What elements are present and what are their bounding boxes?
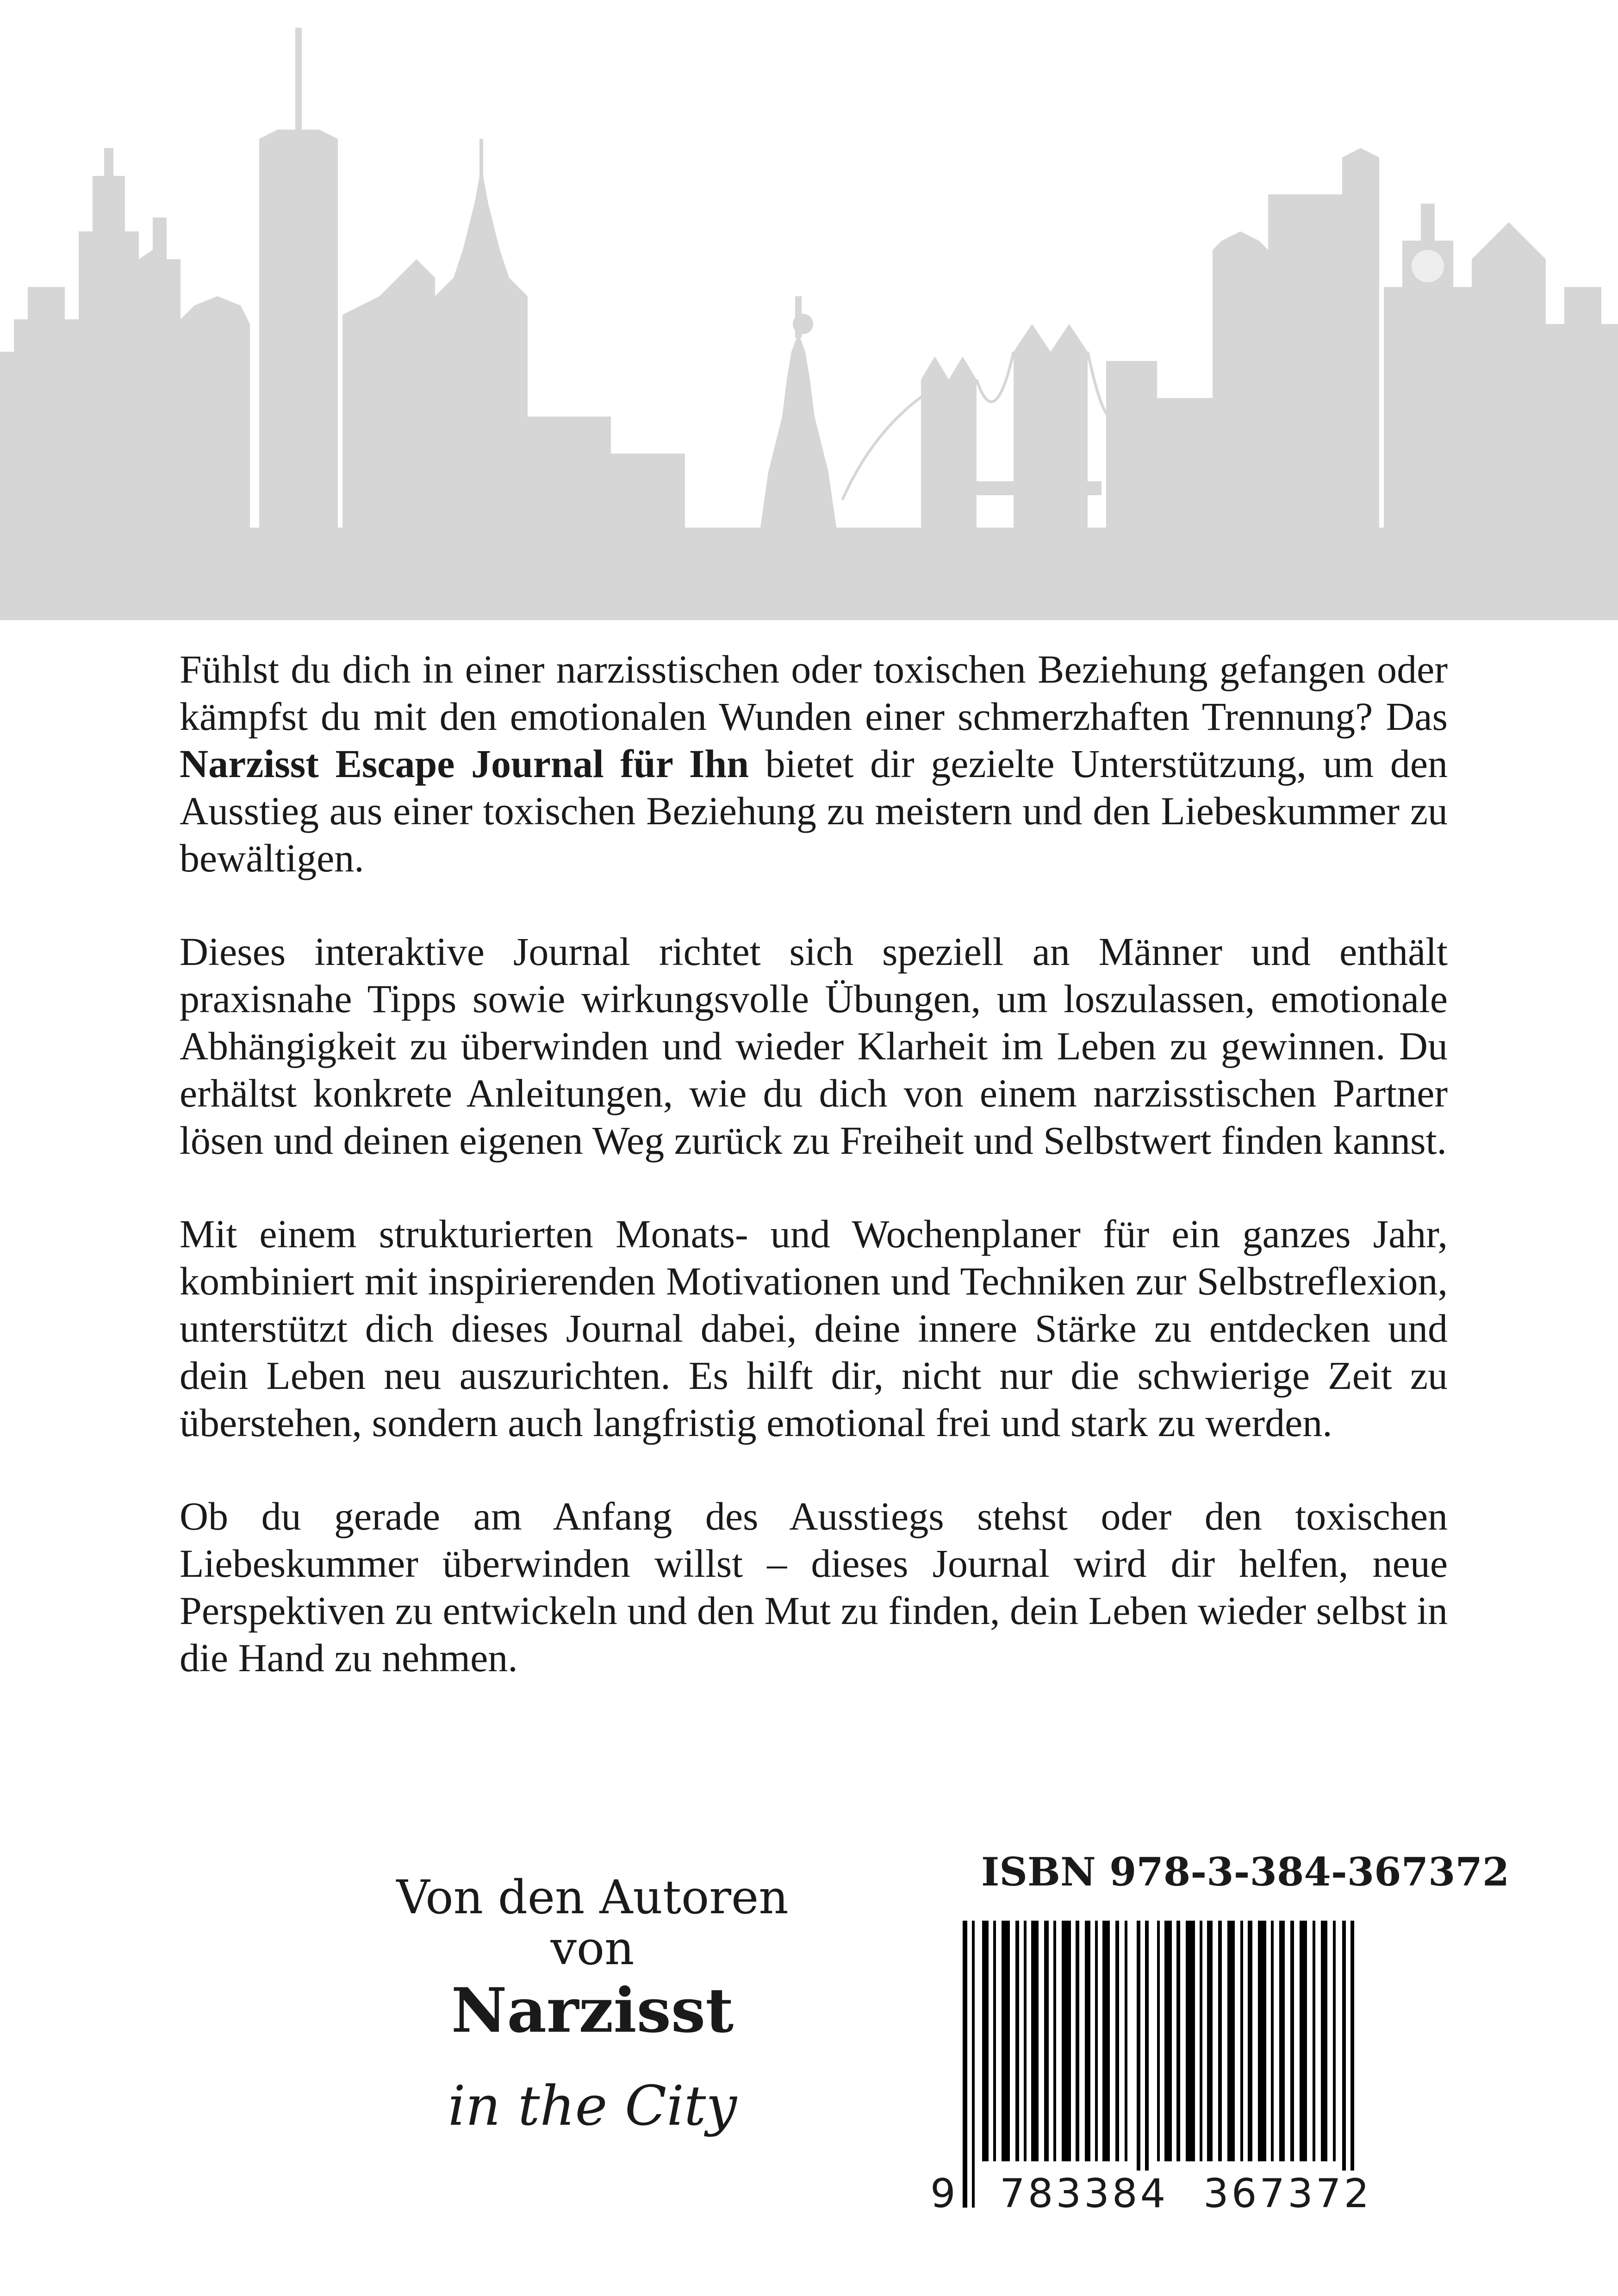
authors-line-2: von [550, 1921, 635, 1975]
authors-note [352, 1870, 833, 2152]
isbn-label: ISBN 978-3-384-367372 [981, 1849, 1510, 1895]
blurb-text [180, 646, 1448, 1728]
blurb-paragraph-1 [180, 646, 1448, 882]
authors-brand-name: Narzisst [451, 1975, 734, 2047]
blurb-p1-text-end: bietet dir gezielte Unterstützung, um den Ausstieg aus einer toxischen Beziehung zu meistern und den Liebeskummer zu bewältigen. [180, 741, 1448, 880]
blurb-paragraph-4: Ob du gerade am Anfang des Ausstiegs stehst oder den toxischen Liebeskummer überwinden willst – dieses Journal wird dir helfen, neue Perspektiven zu entwickeln und den Mut zu finden, dein Leben wieder selbst in die Hand zu nehmen. [180, 1494, 1448, 1680]
blurb-paragraph-3: Mit einem strukturierten Monats- und Wochenplaner für ein ganzes Jahr, kombiniert mit inspirierenden Motivationen und Techniken zur Selbstreflexion, unterstützt dich dieses Journal dabei, deine innere Stärke zu entdecken und dein Leben neu auszurichten. Es hilft dir, nicht nur die schwierige Zeit zu überstehen, sondern auch langfristig emotional frei und stark zu werden. [180, 1212, 1448, 1445]
authors-line-1: Von den Autoren [396, 1870, 789, 1924]
barcode-digits-right: 367372 [1203, 2171, 1372, 2217]
city-skyline-illustration [0, 0, 1618, 620]
barcode-digit-first: 9 [930, 2171, 956, 2217]
book-title-emphasis: Narzisst Escape Journal für Ihn [180, 741, 749, 786]
blurb-paragraph-2: Dieses interaktive Journal richtet sich speziell an Männer und enthält praxisnahe Tipps sowie wirkungsvolle Übungen, um loszulassen, emotionale Abhängigkeit zu überwinden und wieder Klarheit im Leben zu gewinnen. Du erhältst konkrete Anleitungen, wie du dich von einem narzisstischen Partner lösen und deinen eigenen Weg zurück zu Freiheit und Selbstwert finden kannst. [180, 929, 1448, 1163]
barcode-image [953, 1921, 1393, 2208]
blurb-p1-text: Fühlst du dich in einer narzisstischen oder toxischen Beziehung gefangen oder kämpfst du mit den emotionalen Wunden einer schmerzhaften Trennung? Das [180, 647, 1448, 739]
authors-brand-script: in the City [448, 2074, 737, 2138]
barcode-digits-left: 783384 [1000, 2171, 1169, 2217]
